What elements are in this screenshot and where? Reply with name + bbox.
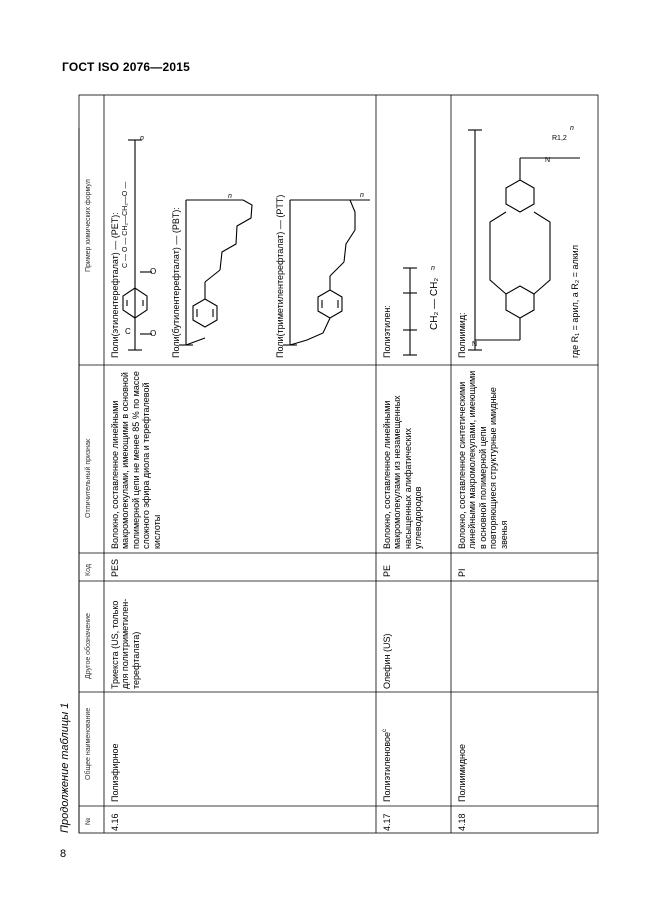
pet-n: n — [140, 135, 144, 142]
page-number: 8 — [60, 848, 67, 860]
row-418-num: 4.18 — [457, 813, 467, 831]
chem-o-2: O — [150, 267, 157, 276]
pi-n-atom-1: N — [472, 341, 478, 348]
pe-unit: CH₂ — CH₂ — [429, 277, 440, 330]
pet-label: Поли(этилентерефталат) — (PET): — [110, 212, 120, 358]
pi-n: n — [570, 125, 574, 132]
row-416-code: PES — [110, 558, 120, 577]
col-header-formula: Пример химических формул — [85, 179, 92, 272]
chem-c: C — [125, 327, 131, 336]
row-417-num: 4.17 — [382, 813, 392, 831]
col-header-other: Другое обозначение — [85, 613, 92, 679]
pi-r12: R1,2 — [552, 135, 567, 142]
chem-o: O — [150, 329, 157, 338]
row-417-other: Олефин (US) — [382, 633, 392, 689]
pi-label: Полиимид: — [457, 312, 467, 358]
table-caption: Продолжение таблицы 1 — [59, 702, 71, 833]
row-417-name: Полиэтиленовое$^c$ — [382, 728, 392, 802]
row-417-feature: Волокно, составленное линейными макромолекулами из незамещенных насыщенных алифатических углеводородов — [382, 395, 424, 549]
pi-n-atom-2: N — [545, 157, 551, 164]
pbt-label: Поли(бутилентерефталат) — (PBT): — [171, 207, 181, 358]
pe-n: n — [431, 265, 435, 272]
pi-note: где R₁ = арил, а R₂ = алкил — [570, 245, 580, 358]
row-418-feature: Волокно, составленное синтетическими линейными макромолекулами, имеющими в основной полимерной цепи повторяющиеся структурные имидные звенья — [457, 370, 509, 549]
col-header-feature: Отличительный признак — [85, 439, 92, 518]
col-header-name: Общее наименование — [85, 707, 92, 780]
row-418-code: PI — [457, 568, 467, 577]
pet-chain: C — O — CH₂—CH₂—O — — [122, 181, 129, 268]
row-418-name: Полиимидное — [457, 743, 467, 802]
row-416-num: 4.16 — [110, 813, 120, 831]
col-header-num: № — [85, 817, 92, 825]
row-416-name: Полиэфирное — [110, 743, 120, 802]
row-417-code: PE — [382, 564, 392, 577]
ptt-n: n — [360, 192, 364, 199]
col-header-code: Код — [85, 564, 92, 576]
document-header: ГОСТ ISO 2076—2015 — [62, 60, 191, 74]
row-416-feature: Волокно, составленное линейными макромолекулами, имеющими в основной полимерной цепи не менее 85 % по массе сложного эфира диола и терефталевой кислоты — [110, 371, 162, 549]
ptt-label: Поли(триметилентерефталат) — (PTT) — [275, 194, 285, 358]
pbt-n: n — [228, 193, 232, 200]
row-416-other: Триекста (US, только для политриметилентерефталата) — [110, 598, 141, 689]
pe-label: Полиэтилен: — [382, 305, 392, 358]
